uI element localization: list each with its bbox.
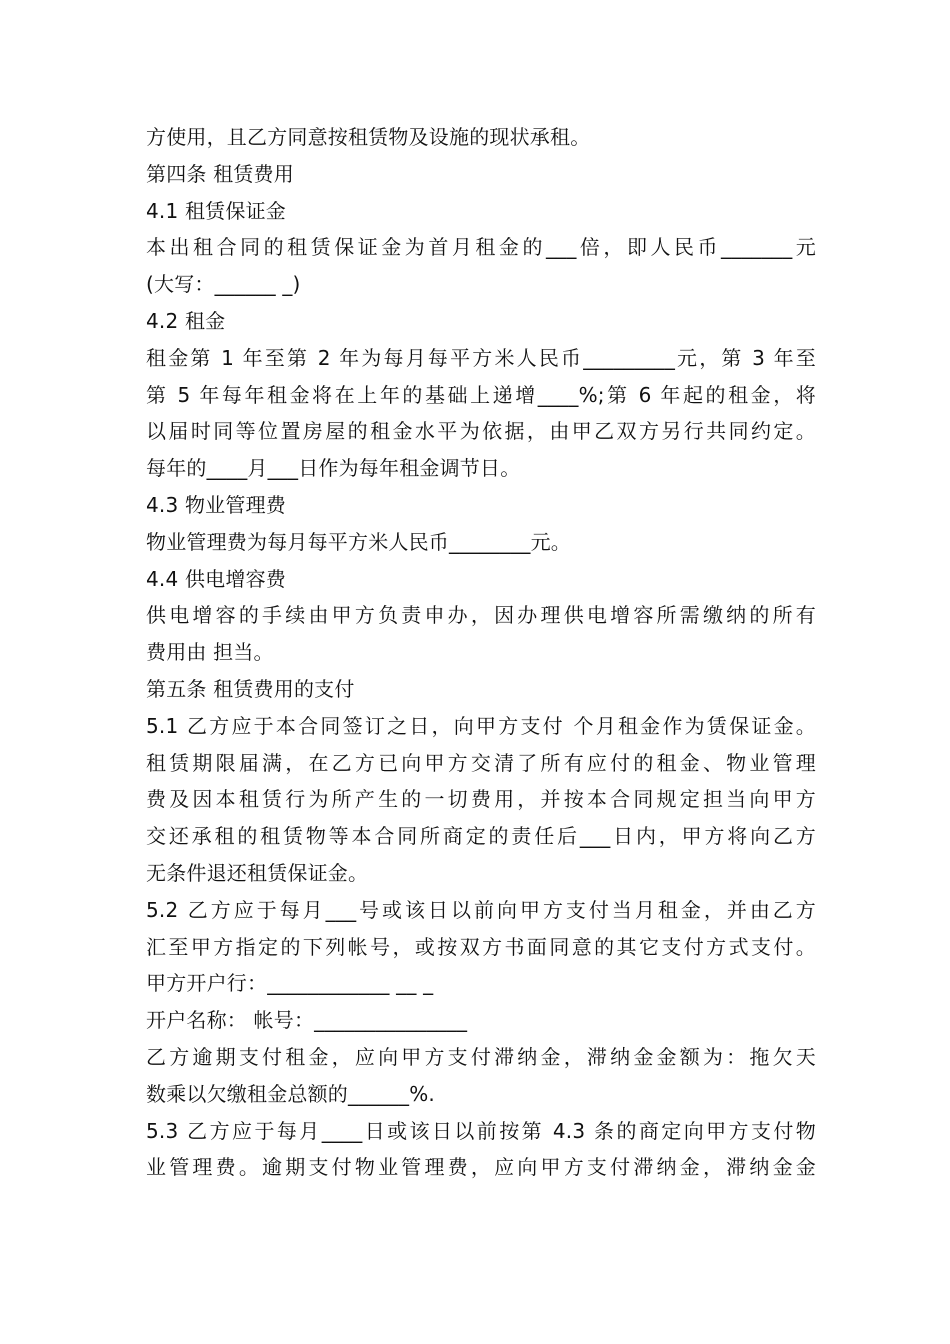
text-line: 开户名称： 帐号：_______________	[146, 1008, 468, 1033]
text-line: 费用由 担当。	[146, 640, 274, 665]
text-line: 乙方逾期支付租金，应向甲方支付滞纳金，滞纳金金额为：拖欠天	[146, 1044, 816, 1069]
text-line: 方使用，且乙方同意按租赁物及设施的现状承租。	[146, 125, 591, 149]
text-line: 5.1 乙方应于本合同签订之日，向甲方支付 个月租金作为赁保证金。	[146, 713, 816, 738]
section-heading-article-4: 第四条 租赁费用	[146, 161, 294, 186]
text-line: (大写：______ _)	[146, 272, 301, 297]
text-line: 汇至甲方指定的下列帐号，或按双方书面同意的其它支付方式支付。	[146, 934, 816, 959]
text-line: 以届时同等位置房屋的租金水平为依据，由甲乙双方另行共同约定。	[146, 419, 816, 444]
text-line: 无条件退还租赁保证金。	[146, 860, 369, 885]
text-line: 费及因本租赁行为所产生的一切费用，并按本合同规定担当向甲方	[146, 787, 816, 812]
subsection-heading-4-4: 4.4 供电增容费	[146, 566, 286, 591]
text-line: 物业管理费为每月每平方米人民币________元。	[146, 529, 571, 554]
subsection-heading-4-1: 4.1 租赁保证金	[146, 198, 286, 223]
text-line: 5.2 乙方应于每月___号或该日以前向甲方支付当月租金，并由乙方	[146, 897, 816, 922]
text-line: 数乘以欠缴租金总额的______%.	[146, 1081, 435, 1106]
section-heading-article-5: 第五条 租赁费用的支付	[146, 676, 355, 701]
text-line: 5.3 乙方应于每月____日或该日以前按第 4.3 条的商定向甲方支付物	[146, 1118, 816, 1143]
text-line: 业管理费。逾期支付物业管理费，应向甲方支付滞纳金，滞纳金金	[146, 1155, 816, 1180]
subsection-heading-4-3: 4.3 物业管理费	[146, 492, 286, 517]
text-line: 租金第 1 年至第 2 年为每月每平方米人民币_________元，第 3 年至	[146, 345, 816, 370]
text-line: 租赁期限届满，在乙方已向甲方交清了所有应付的租金、物业管理	[146, 750, 816, 775]
text-line: 每年的____月___日作为每年租金调节日。	[146, 456, 521, 481]
subsection-heading-4-2: 4.2 租金	[146, 308, 226, 333]
text-line: 第 5 年每年租金将在上年的基础上递增____%;第 6 年起的租金，将	[146, 382, 816, 407]
contract-text-body	[146, 119, 816, 1186]
text-line: 甲方开户行：____________ __ _	[146, 971, 434, 996]
text-line: 交还承租的租赁物等本合同所商定的责任后___日内，甲方将向乙方	[146, 824, 816, 849]
text-line: 供电增容的手续由甲方负责申办，因办理供电增容所需缴纳的所有	[146, 603, 816, 628]
text-line: 本出租合同的租赁保证金为首月租金的___倍，即人民币_______元	[146, 235, 816, 260]
